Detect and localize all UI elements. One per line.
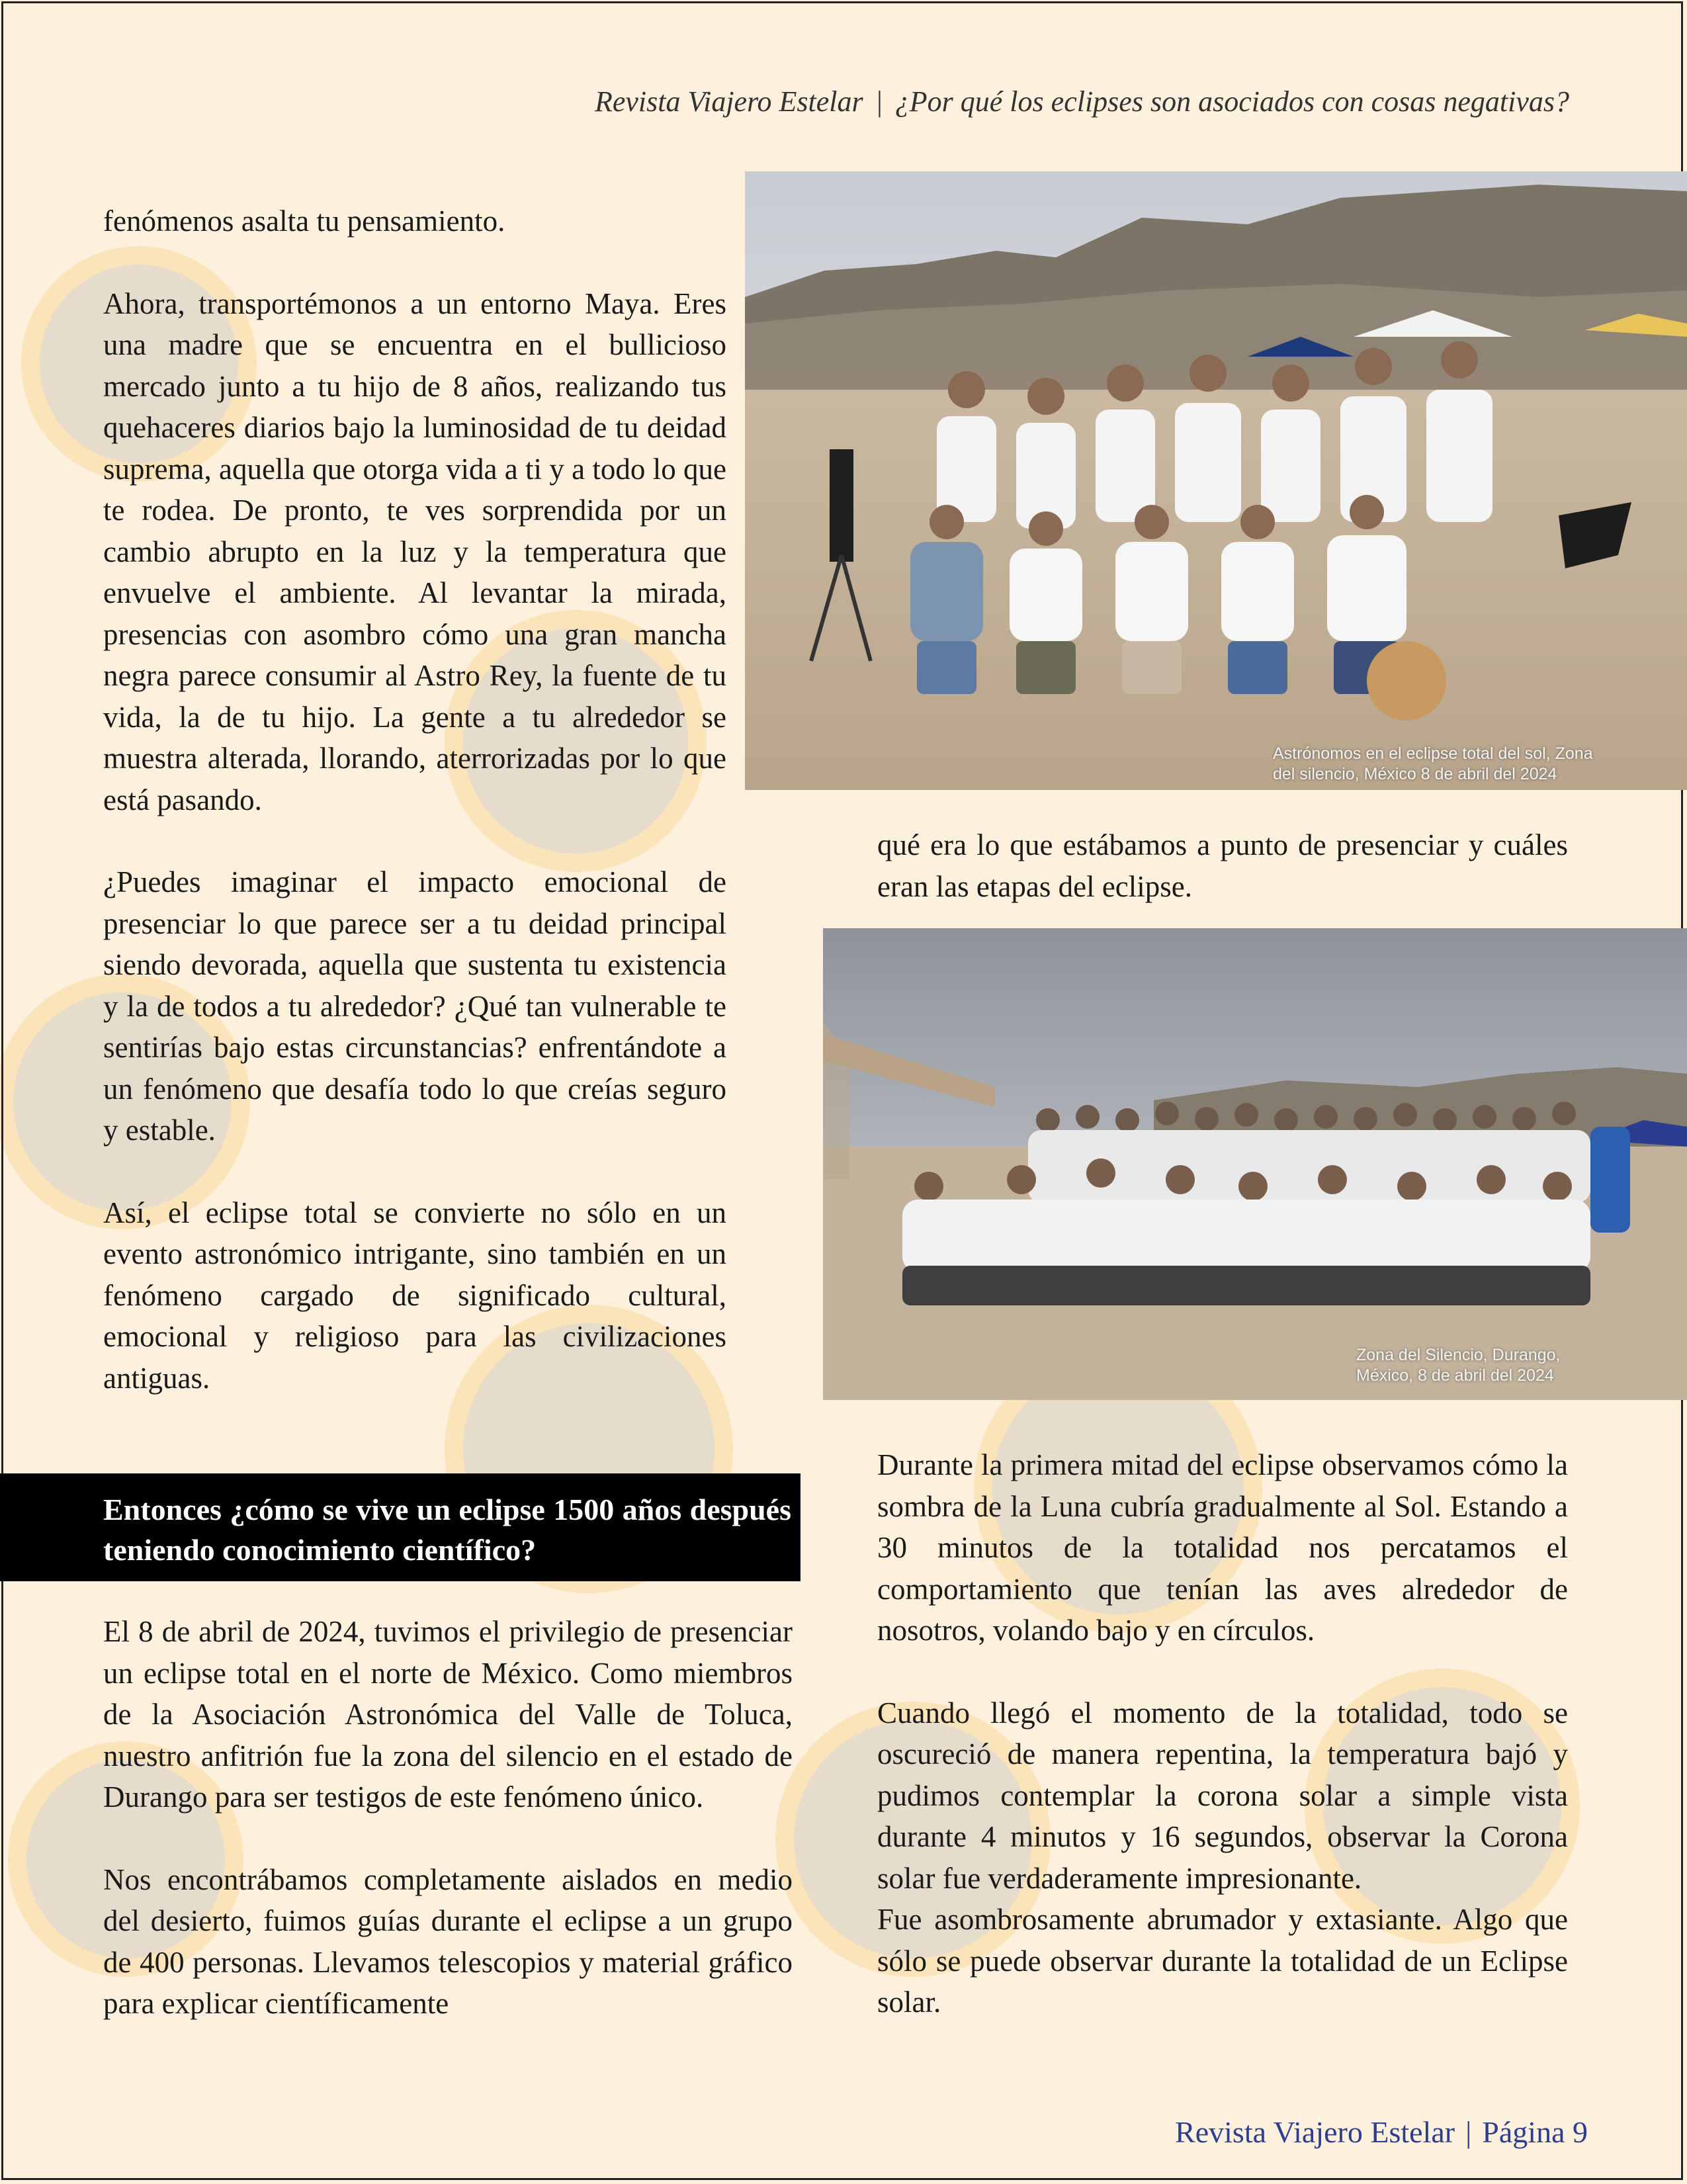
right-column-upper: [877, 824, 1568, 907]
caption-line: Zona del Silencio, Durango,: [1356, 1346, 1561, 1364]
page-footer: [1175, 2115, 1588, 2150]
header-separator: |: [875, 85, 883, 118]
photo-2-caption: [1356, 1345, 1561, 1386]
header-article-title: ¿Por qué los eclipses son asociados con cosas negativas?: [894, 85, 1569, 118]
running-header: [595, 85, 1569, 118]
page-number: Página 9: [1482, 2115, 1588, 2149]
paragraph: El 8 de abril de 2024, tuvimos el privilegio de presenciar un eclipse total en el norte de México. Como miembros de la Asociación Astronómica del Valle de Toluca, nuestro anfitrión fue la zona del silencio en el estado de Durango para ser testigos de este fenómeno único.: [103, 1615, 793, 1813]
left-column-upper: [103, 200, 726, 1399]
header-magazine-name: Revista Viajero Estelar: [594, 85, 863, 118]
right-column-lower: [877, 1444, 1568, 2023]
caption-line: del silencio, México 8 de abril del 2024: [1273, 765, 1557, 783]
caption-line: Astrónomos en el eclipse total del sol, Zona: [1273, 744, 1593, 763]
caption-line: México, 8 de abril del 2024: [1356, 1366, 1554, 1385]
paragraph: ¿Puedes imaginar el impacto emocional de presenciar lo que parece ser a tu deidad principal siendo devorada, aquella que sustenta tu existencia y la de todos a tu alrededor? ¿Qué tan vulnerable te sentirías bajo estas circunstancias? enfrentándote a un fenómeno que desafía todo lo que creías seguro y estable.: [103, 865, 726, 1147]
section-heading-box: [0, 1473, 800, 1581]
photo-1-caption: [1273, 744, 1593, 785]
photo-astronomers-group: [745, 171, 1687, 790]
paragraph: Cuando llegó el momento de la totalidad, todo se oscureció de manera repentina, la temperatura bajó y pudimos contemplar la corona solar a simple vista durante 4 minutos y 16 segundos, observar la Corona solar fue verdaderamente impresionante.: [877, 1696, 1568, 1895]
footer-separator: |: [1465, 2115, 1472, 2149]
paragraph: qué era lo que estábamos a punto de presenciar y cuáles eran las etapas del eclipse.: [877, 828, 1568, 903]
photo-group-zona-del-silencio: [823, 928, 1687, 1400]
paragraph: Ahora, transportémonos a un entorno Maya. Eres una madre que se encuentra en el bullicioso mercado junto a tu hijo de 8 años, realizando tus quehaceres diarios bajo la luminosidad de tu deidad suprema, aquella que otorga vida a ti y a todo lo que te rodea. De pronto, te ves sorprendida por un cambio abrupto en la luz y la temperatura que envuelve el ambiente. Al levantar la mirada, presencias con asombro cómo una gran mancha negra parece consumir al Astro Rey, la fuente de tu vida, la de tu hijo. La gente a tu alrededor se muestra alterada, llorando, aterrorizadas por lo que está pasando.: [103, 286, 726, 816]
paragraph: Durante la primera mitad del eclipse observamos cómo la sombra de la Luna cubría gradualmente al Sol. Estando a 30 minutos de la totalidad nos percatamos el comportamiento que tenían las aves alrededor de nosotros, volando bajo y en círculos.: [877, 1448, 1568, 1647]
footer-magazine-name: Revista Viajero Estelar: [1175, 2115, 1455, 2149]
paragraph: fenómenos asalta tu pensamiento.: [103, 204, 505, 238]
section-heading: Entonces ¿cómo se vive un eclipse 1500 años después teniendo conocimiento científico?: [103, 1493, 791, 1567]
left-column-lower: [103, 1611, 793, 2025]
paragraph: Así, el eclipse total se convierte no sólo en un evento astronómico intrigante, sino también en un fenómeno cargado de significado cultural, emocional y religioso para las civilizaciones antiguas.: [103, 1196, 726, 1395]
paragraph: Nos encontrábamos completamente aislados en medio del desierto, fuimos guías durante el eclipse a un grupo de 400 personas. Llevamos telescopios y material gráfico para explicar científicamente: [103, 1862, 793, 2020]
paragraph: Fue asombrosamente abrumador y extasiante. Algo que sólo se puede observar durante la totalidad de un Eclipse solar.: [877, 1903, 1568, 2019]
